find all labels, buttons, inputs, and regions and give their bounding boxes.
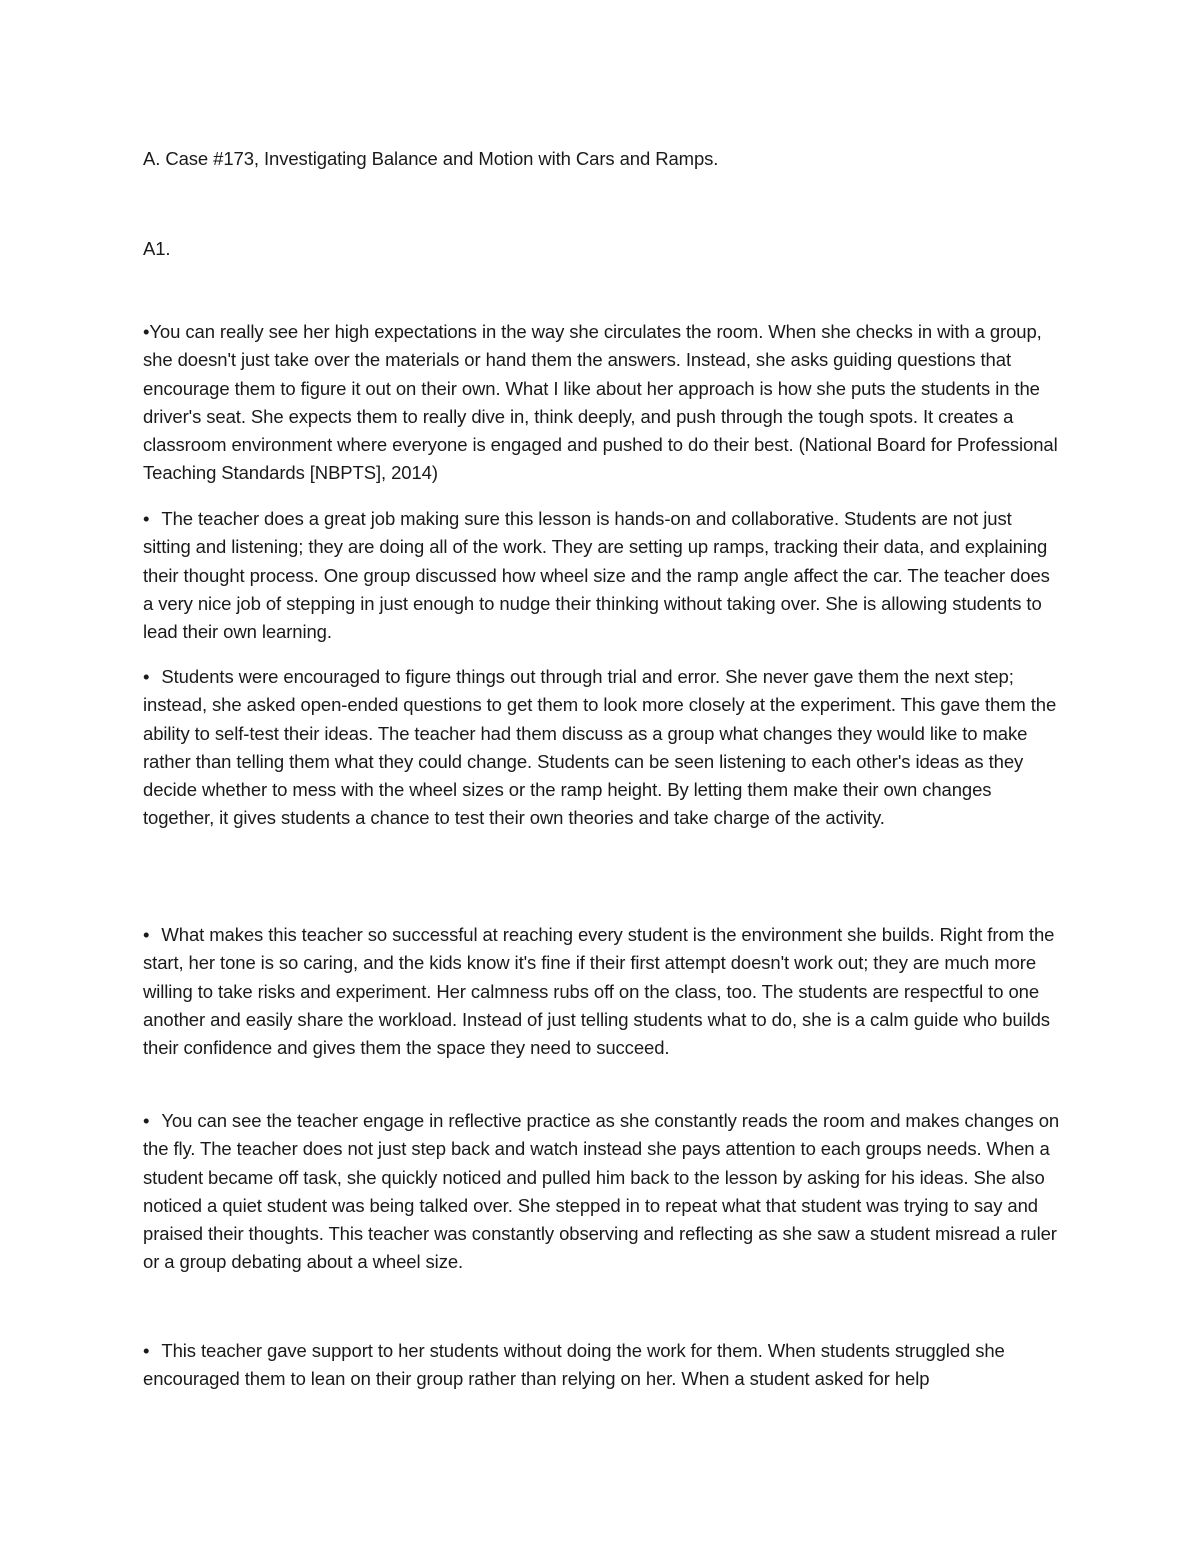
- bullet-paragraph-3: [143, 663, 1063, 833]
- bullet-marker: •: [143, 321, 150, 342]
- paragraph-text: What makes this teacher so successful at reaching every student is the environment she builds. Right from the start, her tone is so caring, and the kids know it's fine if their first attempt doesn't work out; they are much more willing to take risks and experiment. Her calmness rubs off on the class, too. The students are respectful to one another and easily share the workload. Instead of just telling students what to do, she is a calm guide who builds their confidence and gives them the space they need to succeed.: [143, 924, 1055, 1059]
- section-label: A1.: [143, 238, 171, 259]
- case-heading: A. Case #173, Investigating Balance and Motion with Cars and Ramps.: [143, 148, 719, 169]
- bullet-paragraph-4: [143, 921, 1063, 1062]
- bullet-marker: •: [143, 924, 150, 945]
- paragraph-text: The teacher does a great job making sure this lesson is hands-on and collaborative. Students are not just sitting and listening; they are doing all of the work. They are setting up ramps, tracking their data, and explaining their thought process. One group discussed how wheel size and the ramp angle affect the car. The teacher does a very nice job of stepping in just enough to nudge their thinking without taking over. She is allowing students to lead their own learning.: [143, 508, 1050, 643]
- bullet-marker: •: [143, 666, 150, 687]
- bullet-marker: •: [143, 1340, 150, 1361]
- bullet-paragraph-1: [143, 318, 1063, 488]
- bullet-paragraph-5: [143, 1107, 1063, 1277]
- paragraph-text: You can really see her high expectations in the way she circulates the room. When she checks in with a group, she doesn't just take over the materials or hand them the answers. Instead, she asks guiding questions that encourage them to figure it out on their own. What I like about her approach is how she puts the students in the driver's seat. She expects them to really dive in, think deeply, and push through the tough spots. It creates a classroom environment where everyone is engaged and pushed to do their best. (National Board for Professional Teaching Standards [NBPTS], 2014): [143, 321, 1058, 484]
- bullet-paragraph-2: [143, 505, 1063, 646]
- paragraph-text: You can see the teacher engage in reflective practice as she constantly reads the room and makes changes on the fly. The teacher does not just step back and watch instead she pays attention to each groups needs. When a student became off task, she quickly noticed and pulled him back to the lesson by asking for his ideas. She also noticed a quiet student was being talked over. She stepped in to repeat what that student was trying to say and praised their thoughts. This teacher was constantly observing and reflecting as she saw a student misread a ruler or a group debating about a wheel size.: [143, 1110, 1060, 1273]
- paragraph-text: This teacher gave support to her students without doing the work for them. When students struggled she encouraged them to lean on their group rather than relying on her. When a student asked for help: [143, 1340, 1005, 1390]
- bullet-marker: •: [143, 1110, 150, 1131]
- paragraph-text: Students were encouraged to figure things out through trial and error. She never gave them the next step; instead, she asked open-ended questions to get them to look more closely at the experiment. This gave them the ability to self-test their ideas. The teacher had them discuss as a group what changes they would like to make rather than telling them what they could change. Students can be seen listening to each other's ideas as they decide whether to mess with the wheel sizes or the ramp height. By letting them make their own changes together, it gives students a chance to test their own theories and take charge of the activity.: [143, 666, 1057, 829]
- bullet-marker: •: [143, 508, 150, 529]
- bullet-paragraph-6: [143, 1337, 1063, 1394]
